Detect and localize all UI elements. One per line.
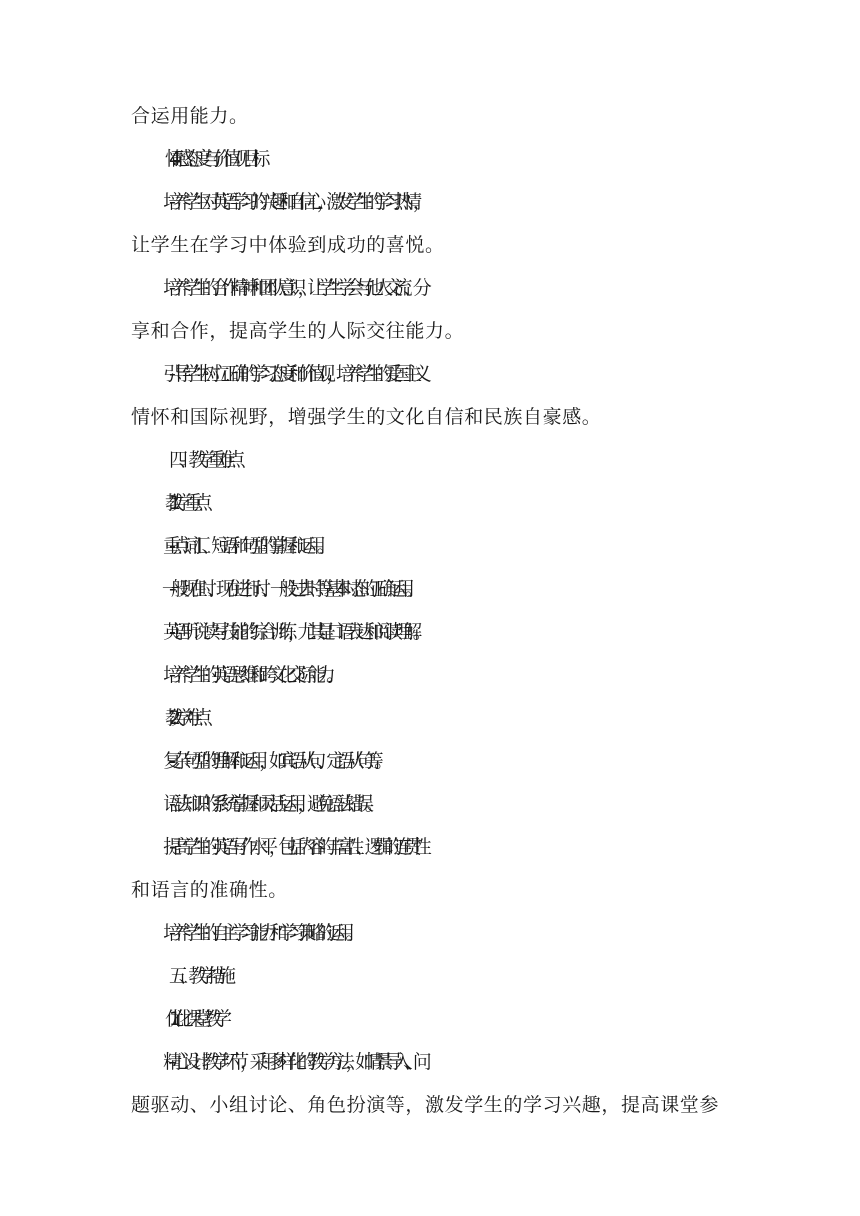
text-line: 和语言的准确性。	[131, 879, 288, 901]
text-line: - 引导学生树立正确的学习态度和价值观，培养学生的爱国主义	[169, 363, 423, 385]
text-line: - 语法知识的系统掌握和灵活运用，避免语法错误。	[169, 793, 375, 815]
text-line: 题驱动、小组讨论、角色扮演等，激发学生的学习兴趣，提高课堂参	[131, 1094, 720, 1116]
text-line: 情怀和国际视野，增强学生的文化自信和民族自豪感。	[131, 406, 602, 428]
subsection-heading: 1. 教学重点	[169, 492, 204, 514]
text-line: - 精心设计教学环节，采用多样化的教学方法，如情景导入、问	[169, 1051, 423, 1073]
text-line: - 培养学生对英语学习的兴趣和自信心，激发学生的学习热情，	[169, 191, 423, 213]
text-line: - 英语听说读写技能的综合训练，尤其是口语表达和阅读理解。	[169, 621, 423, 643]
text-line: - 培养学生的英语思维和跨文化交际能力。	[169, 664, 336, 686]
subsection-heading: 1. 优化课堂教学	[169, 1008, 223, 1030]
subsection-heading: 2. 教学难点	[169, 707, 204, 729]
text-line: - 培养学生的合作精神和团队意识，让学生学会与他人交流、分	[169, 277, 423, 299]
subsection-heading: 4. 情感态度与价值观目标	[169, 148, 261, 170]
text-line: - 复杂句型的理解和运用，如宾语从句、定语从句等。	[169, 750, 384, 772]
section-heading: 四、教学重难点	[169, 449, 237, 471]
text-line: 享和合作，提高学生的人际交往能力。	[131, 320, 465, 342]
text-line: 让学生在学习中体验到成功的喜悦。	[131, 234, 445, 256]
text-line: 合运用能力。	[131, 105, 249, 127]
text-line: - 培养学生的自主学习能力和学习策略的运用。	[169, 922, 356, 944]
text-line: - 提高学生的英语写作水平，包括内容的丰富性、逻辑的连贯性	[169, 836, 423, 858]
text-line: - 重点词汇、短语和句型的掌握和运用。	[169, 535, 327, 557]
section-heading: 五、教学措施	[169, 965, 227, 987]
text-line: - 一般现在时、现在进行时、一般过去时等基本时态的正确运用。	[169, 578, 414, 600]
